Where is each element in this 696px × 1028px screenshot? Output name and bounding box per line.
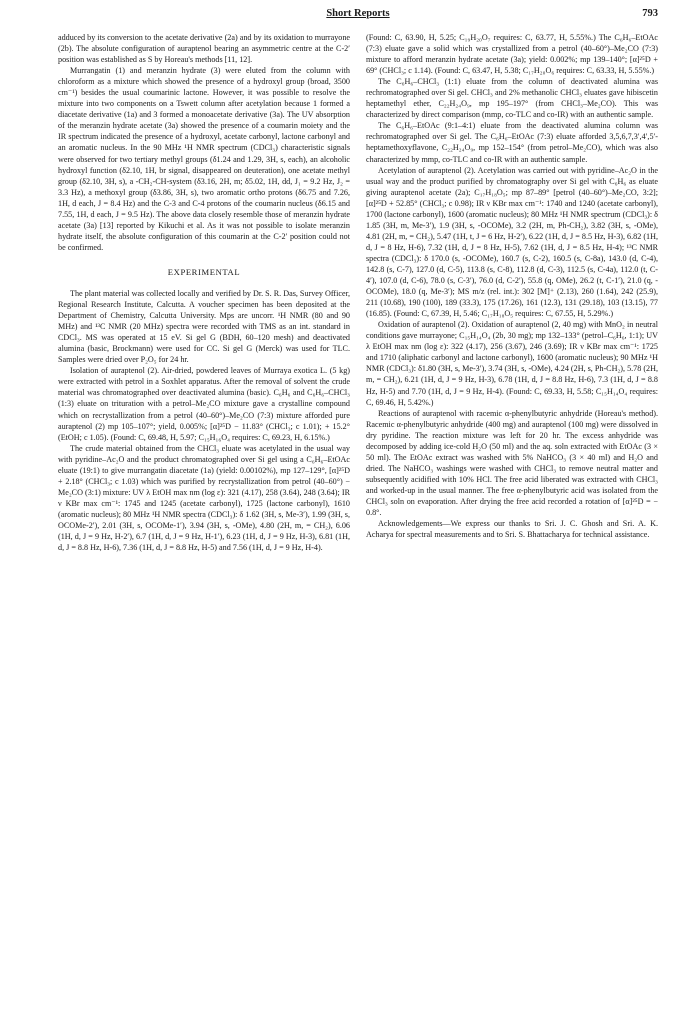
paragraph: Acetylation of auraptenol (2). Acetylation was carried out with pyridine–Ac₂O in the usual way and the product purified by chromatography over Si gel with C₆H₆ as eluate giving auraptenol acetate (2a); C₁₇H₁₈O₅; mp 87–89° [petrol (40–60°)–Me₂CO, 3:2]; [α]²⁵D + 52.85° (CHCl₃; c 0.98); IR ν KBr max cm⁻¹: 1740 and 1240 (acetate carbonyl), 1700 (lactone carbonyl), 1600 (aromatic nucleus); 80 MHz ¹H NMR spectrum (CDCl₃): δ 1.85 (3H, m, Me-3′), 1.9 (3H, s, -OCOMe), 3.2 (2H, m, Ph-CH₂), 3.82 (3H, s, -OMe), 4.81 (2H, m, = CH₂), 5.47 (1H, t, J = 6 Hz, H-2′), 6.22 (1H, d, J = 8.5 Hz, H-3), 6.82 (1H, d, J = 8 Hz, H-6), 7.32 (1H, d, J = 8 Hz, H-5), 7.62 (1H, d, J = 8.5 Hz, H-4); ¹³C NMR spectra (CDCl₃): δ 170.0 (s, -OCOMe), 160.7 (s, C-2), 160.5 (s, C-8a), 143.0 (d, C-4), 142.8 (s, C-7), 127.0 (d, C-5), 113.8 (s, C-8), 112.8 (d, C-3), 112.5 (s, C-4a), 112.0 (t, C-4′), 107.0 (d, C-6), 78.0 (s, C-3′), 76.0 (d, C-2′), 55.8 (q, OMe), 26.2 (t, C-1′), 21.0 (q, -OCOMe), 18.0 (q, Me-3′); MS m/z (rel. int.): 302 [M]⁺ (2.13), 260 (1.64), 242 (25.9), 211 (10.68), 190 (100), 189 (33.3), 175 (17.26), 161 (12.3), 131 (29.18), 103 (13.15), 77 (16.85). (Found: C, 67.39, H, 5.46; C₁₇H₁₈O₅ requires: C, 67.55, H, 5.29%.) [366, 165, 658, 319]
experimental-heading: EXPERIMENTAL [167, 266, 241, 277]
left-column [58, 32, 350, 553]
paragraph: Reactions of auraptenol with racemic α-phenylbutyric anhydride (Horeau's method). Racemic α-phenylbutyric anhydride (400 mg) and auraptenol (100 mg) were dissolved in dry pyridine. The reaction mixture was left for 20 hr. The excess anhydride was decomposed by adding ice-cold H₂O (50 ml) and the aq. soln extracted with EtOAc (3 × 50 ml). The EtOAc extract was washed with 5% NaHCO₃ (3 × 40 ml) and H₂O and dried. The NaHCO₃ washings were washed with CHCl₃ to remove neutral matter and subsequently acidified with 10% HCl. The free acid liberated was extracted with CHCl₃ and worked-up in the usual manner. The free α-phenylbutyric acid was isolated from the CHCl₃ soln on evaporation. After drying the free acid recorded a rotation of [α]²⁵D = − 0.8°. [366, 408, 658, 518]
page-number: 793 [642, 8, 658, 19]
paragraph: Oxidation of auraptenol (2). Oxidation of auraptenol (2, 40 mg) with MnO₂ in neutral conditions gave murrayone; C₁₅H₁₄O₄ (2b, 30 mg); mp 132–133° (petrol–C₆H₆, 1:1); UV λ EtOH max nm (log ε): 322 (4.17), 256 (3.67), 246 (3.69); IR ν KBr max cm⁻¹: 1725 and 1710 (aliphatic carbonyl and lactone carbonyl), 1600 (aromatic nucleus); 90 MHz ¹H NMR (CDCl₃): δ1.80 (3H, s, Me-3′), 3.74 (3H, s, -OMe), 4.24 (2H, s, Ph-CH₂), 5.78 (2H, m, = CH₂), 6.21 (1H, d, J = 9 Hz, H-3), 6.78 (1H, d, J = 8.8 Hz, H-6), 7.3 (1H, d, J = 8.8 Hz, H-5) and 7.70 (1H, d, J = 9 Hz, H-4). (Found: C, 69.33, H, 5.58; C₁₅H₁₄O₄ requires: C, 69.46, H, 5.42%.) [366, 320, 658, 407]
right-column [366, 32, 658, 540]
paragraph: The C₆H₆–EtOAc (9:1–4:1) eluate from the deactivated alumina column was rechromatographed over Si gel. The C₆H₆–EtOAc (7:3) eluate afforded 3,5,6,7,3′,4′,5′-heptamethoxyflavone, C₂₂H₂₄O₉, mp 152–154° (from petrol–Me₂CO), which was also characterized by mmp, co-TLC and co-IR with an authentic sample. [366, 121, 658, 164]
paragraph: Murrangatin (1) and meranzin hydrate (3) were eluted from the column with chloroform as a mixture which showed the presence of a hydroxyl group (broad, 3500 cm⁻¹) besides the usual coumarinic lactone. However, it was possible to resolve the mixture into two components on a Tswett column after acetylation because 1 formed a diacetate derivative (1a) and 3 formed a monoacetate derivative (3a). The UV absorption of the meranzin hydrate acetate (3a) showed the presence of a coumarin moiety and the IR spectrum indicated the presence of a hydroxyl, acetate carbonyl, lactone carbonyl and an aromatic nucleus. In the 90 MHz ¹H NMR spectrum (CDCl₃) characteristic signals were observed for two tertiary methyl groups (δ1.24 and 1.29, 3H, s, each), an alcoholic hydroxyl function (δ2.10, 1H, br signal, disappeared on deuteration), one acetate methyl group (δ2.10, 3H, s), a -CH₂-CH-system (δ3.16, 2H, m; δ5.02, 1H, dd, J₁ = 9.2 Hz, J₂ = 3.3 Hz), a methoxyl group (δ3.86, 3H, s), two aromatic ortho protons (δ6.75 and 7.26, 1H, d each, J = 8.4 Hz) and the C-3 and C-4 protons of the coumarin nucleus (δ6.15 and 7.55, 1H, d each, J = 9.5 Hz). The above data closely resemble those of meranzin hydrate acetate (3a) [13] reported by Kikuchi et al. As it was not possible to isolate meranzin hydrate itself, the absolute configuration of this coumarin at the C-2′ position could not be confirmed. [58, 66, 350, 252]
paragraph: adduced by its conversion to the acetate derivative (2a) and by its oxidation to murrayone (2b). The absolute configuration of auraptenol bearing an asymmetric centre at the C-2′ position was established as S by Horeau's methods [11, 12]. [58, 33, 350, 65]
paragraph: (Found: C, 63.90, H, 5.25; C₁₉H₂₀O₇ requires: C, 63.77, H, 5.55%.) The C₆H₆–EtOAc (7:3) eluate gave a solid which was crystallized from a petrol (40–60°)–Me₂CO (7:3) mixture to afford meranzin hydrate acetate (3a); yield: 0.002%; mp 139–140°; [α]²⁵D + 69° (CHCl₃; c 1.14). (Found: C, 63.47, H, 5.38; C₁₇H₂₀O₆ requires: C, 63.33, H, 5.55%.) [366, 33, 658, 76]
page-header [58, 0, 658, 26]
paragraph: The crude material obtained from the CHCl₃ eluate was acetylated in the usual way with pyridine–Ac₂O and the product chromatographed over Si gel using a C₆H₆–EtOAc eluate (19:1) to give murrangatin diacetate (1a) (yield: 0.00102%), mp 127–129°, [α]²⁵D + 2.18° (CHCl₃; c 1.03) which was purified by recrystallization from petrol (40–60°) − Me₂CO (3:1) mixture: UV λ EtOH max nm (log ε): 321 (4.17), 258 (3.64), 248 (3.64); IR ν KBr max cm⁻¹: 1745 and 1245 (acetate carbonyl), 1725 (lactone carbonyl), 1610 (aromatic nucleus); 80 MHz ¹H NMR spectra (CDCl₃): δ 1.62 (3H, s, Me-3′), 1.99 (3H, s, OCOMe-2′), 2.01 (3H, s, OCOMe-1′), 3.94 (3H, s, -OMe), 4.80 (2H, m, = CH₂), 6.06 (1H, d, J = 9 Hz, H-2′), 6.7 (1H, d, J = 9 Hz, H-1′), 6.23 (1H, d, J = 9 Hz, H-3), 6.81 (1H, d, J = 8.8 Hz, H-6), 7.36 (1H, d, J = 8.8 Hz, H-5) and 7.56 (1H, d, J = 9 Hz, H-4). [58, 443, 350, 553]
running-title: Short Reports [326, 8, 390, 19]
paragraph: The plant material was collected locally and verified by Dr. S. R. Das, Survey Officer, Regional Research Institute, Calcutta. A voucher specimen has been deposited at the Department of Chemistry, Calcutta University. Mps are uncorr. ¹H NMR (80 and 90 MHz) and ¹³C NMR (20 MHz) spectra were recorded with TMS as an int. standard in CDCl₃. MS was operated at 15 eV. Si gel G (BDH, 60–120 mesh) and deactivated alumina (basic, Brockmann) were used for CC. Si gel G (Merck) was used for TLC. Samples were dried over P₂O₅ for 24 hr. [58, 288, 350, 365]
paragraph: The C₆H₆–CHCl₃ (1:1) eluate from the column of deactivated alumina was rechromatographed over Si gel. CHCl₃ and 2% methanolic CHCl₃ eluates gave hibiscetin heptamethyl ether, C₂₂H₂₄O₉, mp 195–197° (from CHCl₃–Me₂CO). This was characterized by direct comparison (mmp, co-TLC and co-IR) with an authentic sample. [366, 77, 658, 120]
paragraph: Isolation of auraptenol (2). Air-dried, powdered leaves of Murraya exotica L. (5 kg) were extracted with petrol in a Soxhlet apparatus. After the removal of solvent the crude material was chromatographed over deactivated alumina (basic). C₆H₆ and C₆H₆–CHCl₃ (1:3) eluate on trituration with a petrol–Me₂CO mixture gave a crystalline compound which on recrystallization from a petrol (40–60°)–Me₂CO (7:3) mixture afforded pure auraptenol (2) mp 105–107°; yield, 0.005%; [α]²⁵D − 11.83° (CHCl₃; c 1.01); + 15.2° (EtOH; c 1.05). (Found: C, 69.48, H, 5.97; C₁₅H₁₆O₄ requires: C, 69.23, H, 6.15%.) [58, 366, 350, 442]
acknowledgements: Acknowledgements—We express our thanks to Sri. J. C. Ghosh and Sri. A. K. Acharya for spectral measurements and to Sri. S. Bhattacharya for technical assistance. [366, 519, 658, 540]
